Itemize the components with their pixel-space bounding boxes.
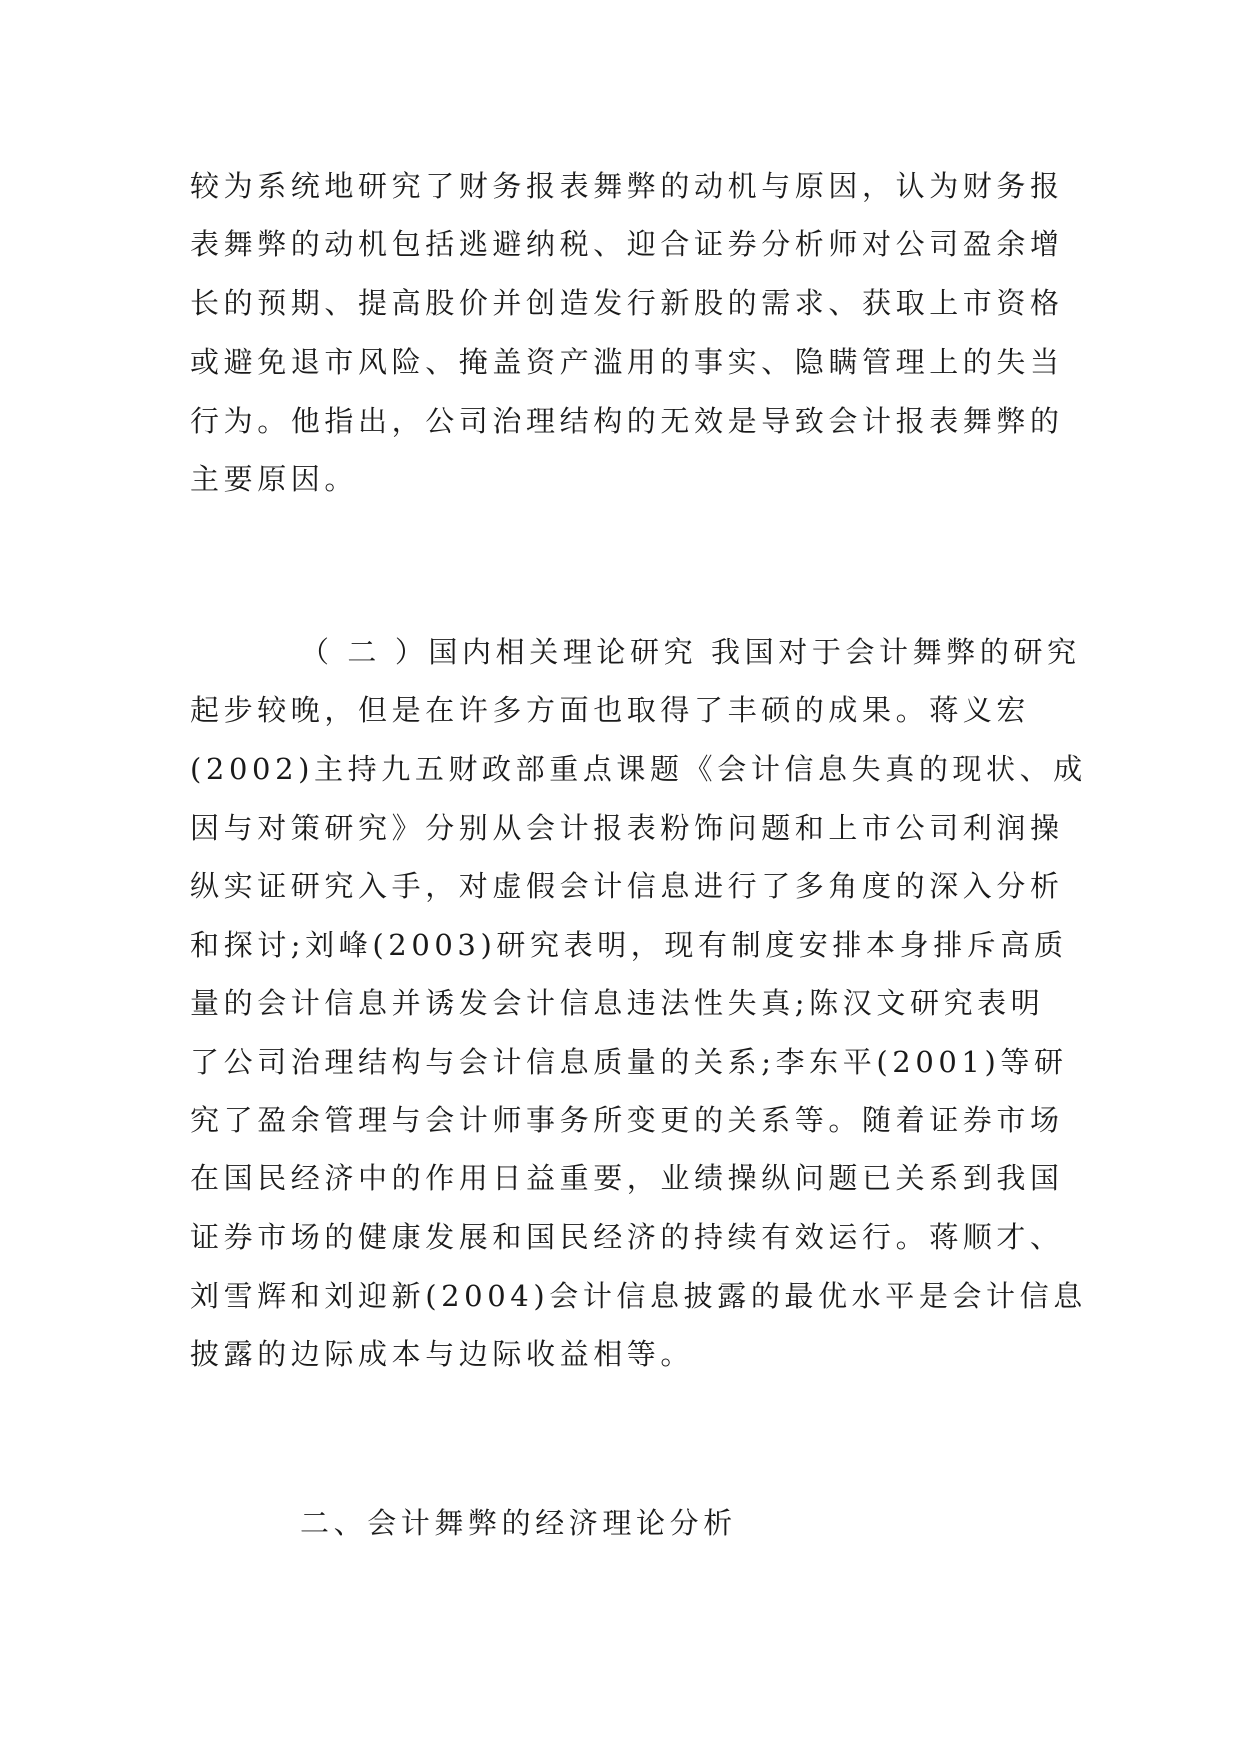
paragraph2-line-10: 在国民经济中的作用日益重要，业绩操纵问题已关系到我国	[190, 1161, 1064, 1195]
paragraph2-line-3: (2002)主持九五财政部重点课题《会计信息失真的现状、成	[190, 752, 1087, 786]
paragraph2-line-8: 了公司治理结构与会计信息质量的关系;李东平(2001)等研	[190, 1045, 1068, 1079]
paragraph1-line-3: 长的预期、提高股价并创造发行新股的需求、获取上市资格	[190, 286, 1064, 320]
paragraph2-line-11: 证券市场的健康发展和国民经济的持续有效运行。蒋顺才、	[190, 1220, 1064, 1254]
paragraph1-line-1: 较为系统地研究了财务报表舞弊的动机与原因，认为财务报	[190, 169, 1064, 203]
paragraph1-line-4: 或避免退市风险、掩盖资产滥用的事实、隐瞒管理上的失当	[190, 345, 1064, 379]
paragraph2-line-7: 量的会计信息并诱发会计信息违法性失真;陈汉文研究表明	[190, 986, 1045, 1020]
paragraph2-line-4: 因与对策研究》分别从会计报表粉饰问题和上市公司利润操	[190, 811, 1064, 845]
paragraph2-line-2: 起步较晚，但是在许多方面也取得了丰硕的成果。蒋义宏	[190, 693, 1031, 727]
paragraph2-line-13: 披露的边际成本与边际收益相等。	[190, 1337, 695, 1371]
paragraph1-line-2: 表舞弊的动机包括逃避纳税、迎合证券分析师对公司盈余增	[190, 227, 1064, 261]
paragraph1-line-5: 行为。他指出，公司治理结构的无效是导致会计报表舞弊的	[190, 404, 1064, 438]
paragraph2-line-6: 和探讨;刘峰(2003)研究表明，现有制度安排本身排斥高质	[190, 928, 1068, 962]
paragraph1-line-6: 主要原因。	[190, 462, 359, 496]
paragraph2-line-5: 纵实证研究入手，对虚假会计信息进行了多角度的深入分析	[190, 869, 1064, 903]
paragraph2-line-9: 究了盈余管理与会计师事务所变更的关系等。随着证券市场	[190, 1103, 1064, 1137]
paragraph2-line-12: 刘雪辉和刘迎新(2004)会计信息披露的最优水平是会计信息	[190, 1279, 1087, 1313]
paragraph2-line-1: （ 二 ）国内相关理论研究 我国对于会计舞弊的研究	[300, 635, 1081, 669]
section-heading: 二、会计舞弊的经济理论分析	[300, 1506, 737, 1540]
